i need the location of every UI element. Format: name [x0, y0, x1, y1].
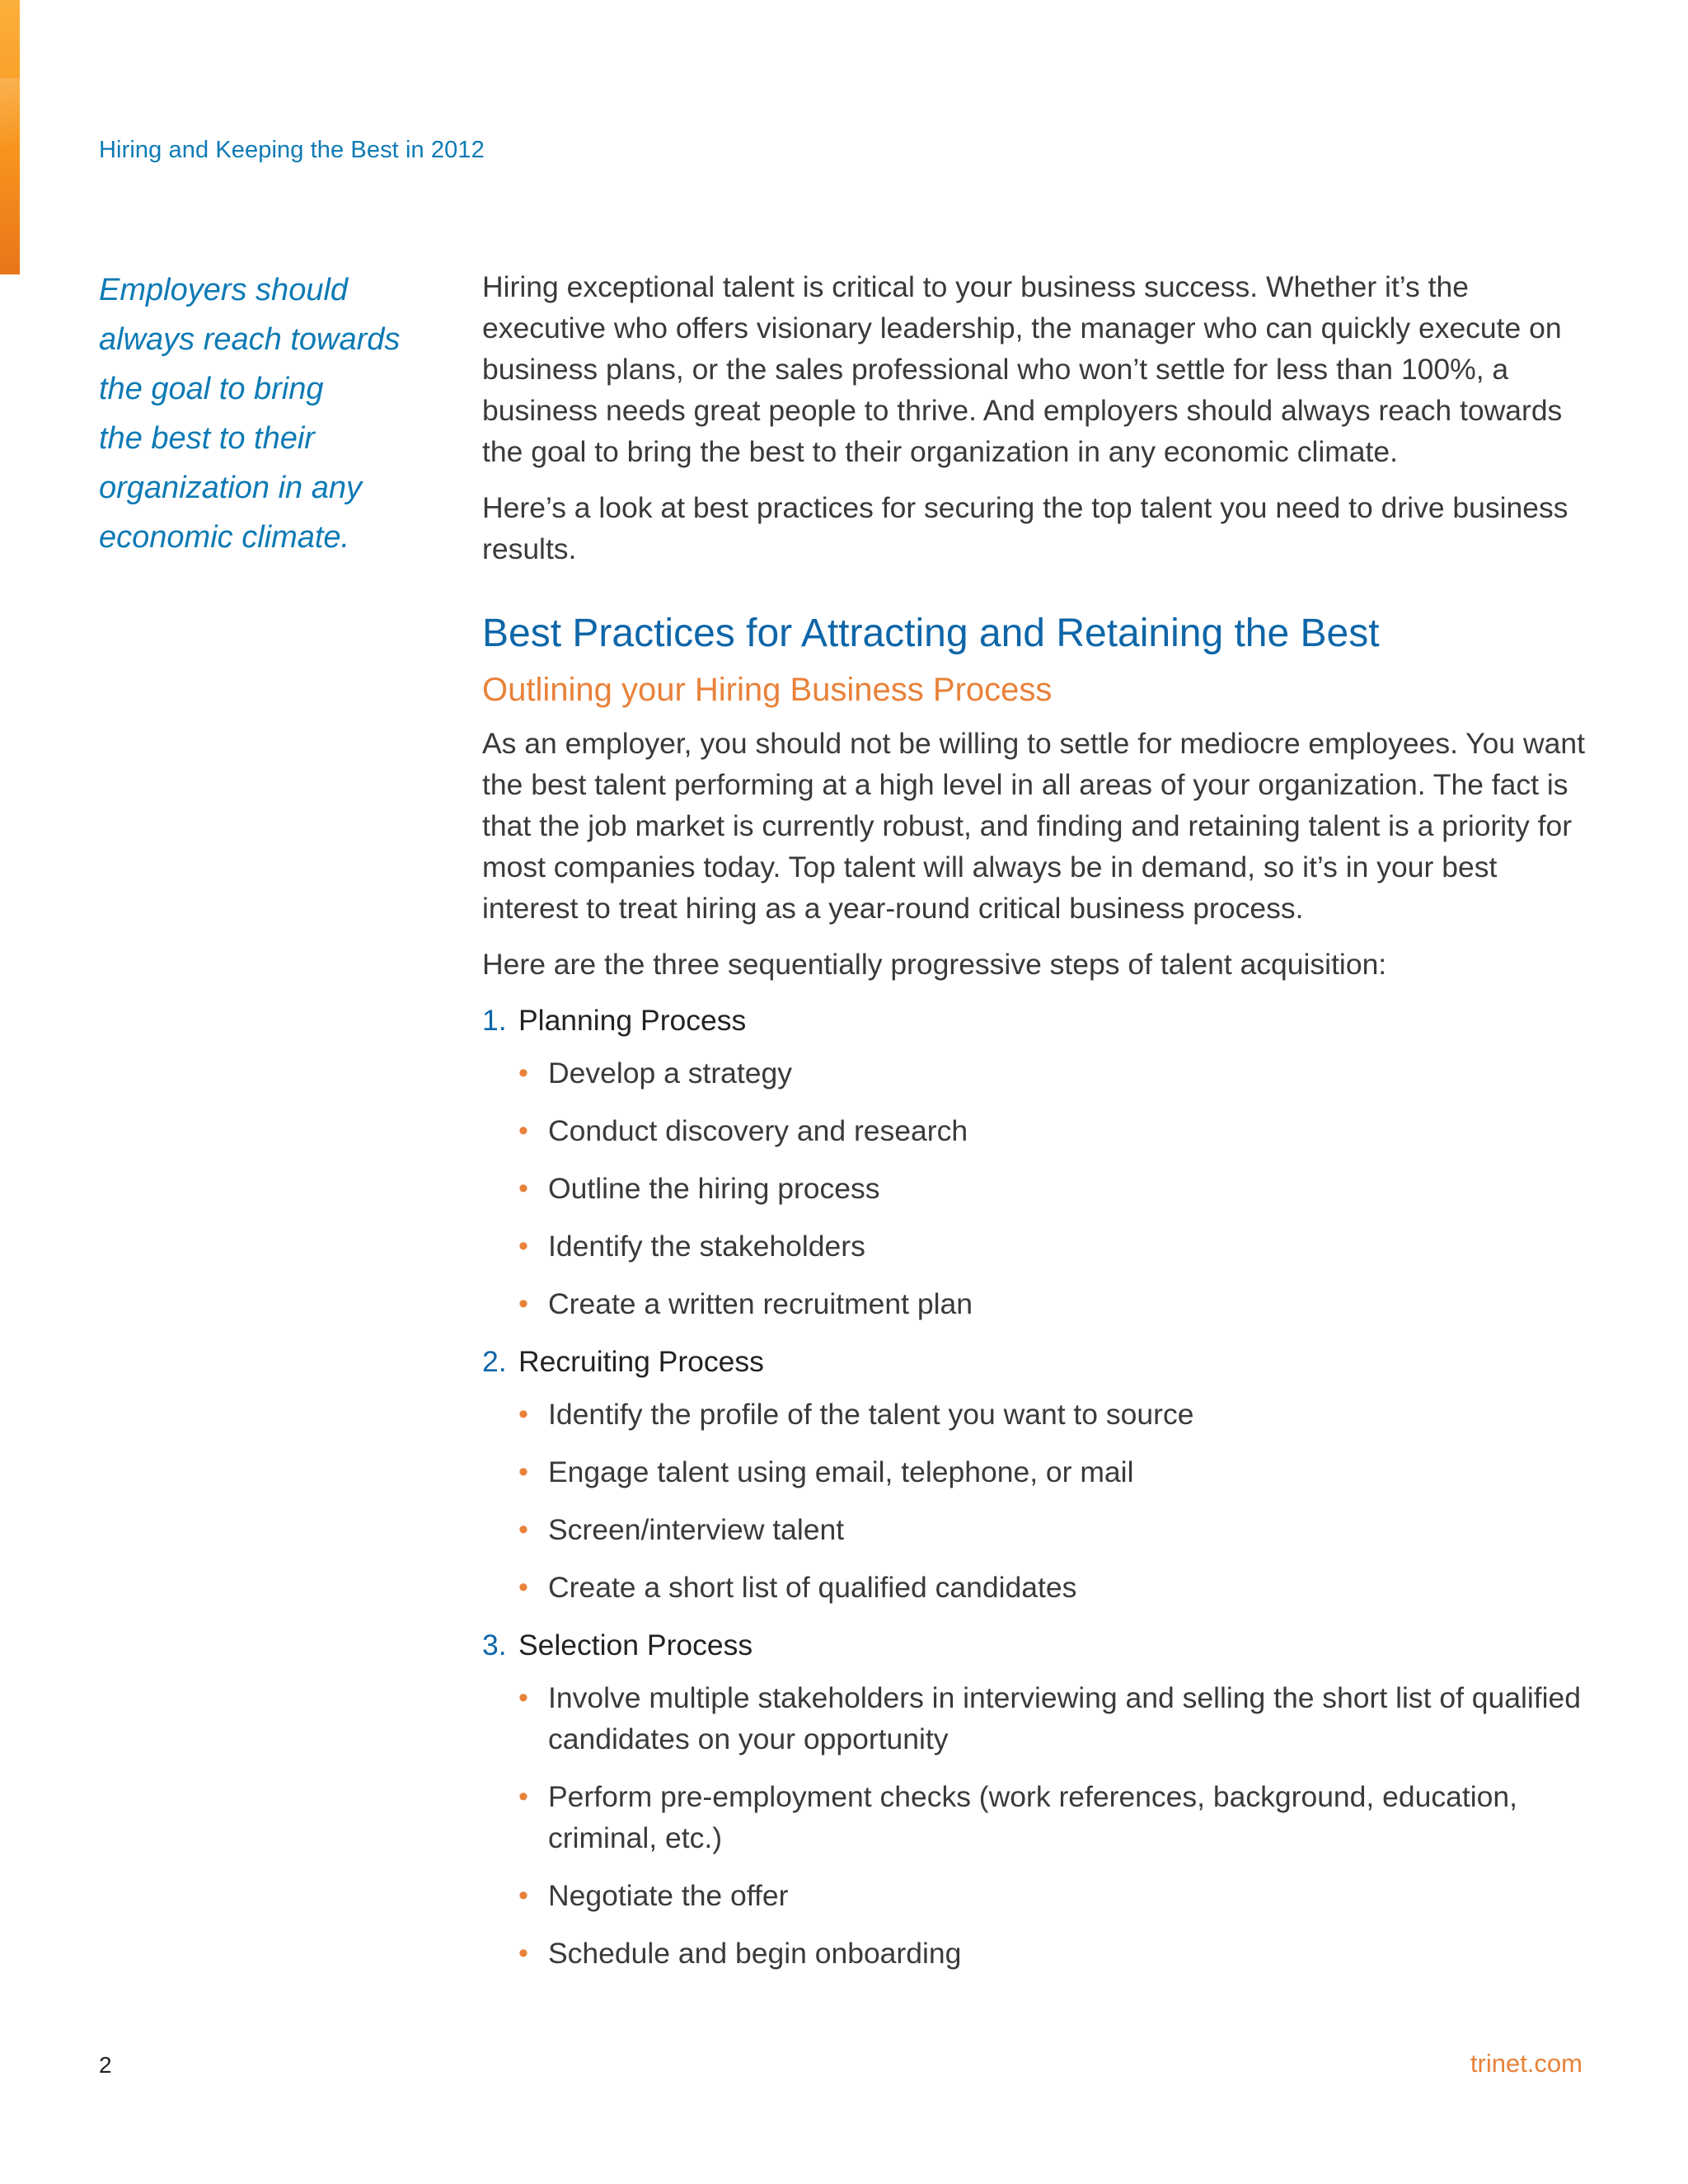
- bullet-text: Identify the stakeholders: [548, 1230, 865, 1263]
- step-title: Recruiting Process: [518, 1345, 764, 1378]
- bullet-item: [515, 1509, 1587, 1550]
- bullet-icon: •: [518, 1456, 528, 1488]
- bullet-icon: •: [518, 1399, 528, 1430]
- bullet-icon: •: [518, 1115, 528, 1146]
- step-number: 3.: [482, 1629, 507, 1661]
- bullet-text: Develop a strategy: [548, 1057, 792, 1090]
- bullet-item: [515, 1677, 1587, 1760]
- bullet-list: [482, 1677, 1587, 1974]
- bullet-text: Conduct discovery and research: [548, 1114, 968, 1147]
- intro-paragraph: Here’s a look at best practices for securing the top talent you need to drive business results.: [482, 491, 1568, 565]
- bullet-item: [515, 1567, 1587, 1608]
- pull-quote-line: economic climate.: [99, 520, 350, 555]
- bullet-item: [515, 1451, 1587, 1493]
- body-paragraph: Here are the three sequentially progressive steps of talent acquisition:: [482, 948, 1387, 981]
- bullet-text: Identify the profile of the talent you want to source: [548, 1398, 1194, 1431]
- bullet-text: Negotiate the offer: [548, 1879, 789, 1912]
- step-heading: [482, 1000, 1587, 1041]
- bullet-icon: •: [518, 1938, 528, 1969]
- bullet-icon: •: [518, 1682, 528, 1713]
- bullet-icon: •: [518, 1057, 528, 1089]
- bullet-icon: •: [518, 1514, 528, 1545]
- bullet-item: [515, 1052, 1587, 1094]
- step-title: Planning Process: [518, 1004, 747, 1037]
- bullet-text: Perform pre-employment checks (work references, background, education, criminal, etc.): [548, 1780, 1517, 1854]
- bullet-list: [482, 1394, 1587, 1608]
- bullet-text: Involve multiple stakeholders in interviewing and selling the short list of qualified candidates on your opportunity: [548, 1681, 1582, 1755]
- bullet-item: [515, 1110, 1587, 1151]
- section-heading: Best Practices for Attracting and Retaining the Best: [482, 612, 1380, 655]
- bullet-icon: •: [518, 1173, 528, 1204]
- bullet-text: Screen/interview talent: [548, 1513, 845, 1546]
- step-title: Selection Process: [518, 1629, 753, 1661]
- pull-quote-line: Employers should: [99, 273, 349, 307]
- pull-quote-line: the best to their: [99, 421, 315, 456]
- bullet-item: [515, 1168, 1587, 1209]
- running-header: Hiring and Keeping the Best in 2012: [99, 137, 485, 163]
- section-subheading: Outlining your Hiring Business Process: [482, 672, 1053, 708]
- page-number: 2: [99, 2052, 112, 2078]
- bullet-text: Create a written recruitment plan: [548, 1287, 973, 1320]
- step-number: 1.: [482, 1004, 507, 1037]
- pull-quote-line: organization in any: [99, 471, 362, 505]
- pull-quote-line: always reach towards: [99, 322, 401, 357]
- bullet-item: [515, 1933, 1587, 1974]
- bullet-icon: •: [518, 1781, 528, 1812]
- main-column: [482, 266, 1587, 1990]
- step-item: [482, 1000, 1587, 1324]
- steps-list: [482, 1000, 1587, 1974]
- bullet-item: [515, 1283, 1587, 1324]
- bullet-item: [515, 1394, 1587, 1435]
- bullet-icon: •: [518, 1880, 528, 1911]
- step-item: [482, 1624, 1587, 1974]
- body-paragraph: As an employer, you should not be willing to settle for mediocre employees. You want the best talent performing at a high level in all areas of your organization. The fact is that the job market is currently robust, and finding and retaining talent is a priority for most companies today. Top talent will always be in demand, so it’s in your best interest to treat hiring as a year-round critical business process.: [482, 727, 1585, 925]
- bullet-icon: •: [518, 1572, 528, 1603]
- bullet-text: Engage talent using email, telephone, or mail: [548, 1455, 1134, 1488]
- bullet-list: [482, 1052, 1587, 1324]
- bullet-icon: •: [518, 1288, 528, 1319]
- step-heading: [482, 1624, 1587, 1666]
- step-number: 2.: [482, 1345, 507, 1378]
- bullet-text: Schedule and begin onboarding: [548, 1937, 962, 1970]
- bullet-text: Outline the hiring process: [548, 1172, 880, 1205]
- step-item: [482, 1341, 1587, 1608]
- bullet-item: [515, 1875, 1587, 1916]
- bullet-text: Create a short list of qualified candidates: [548, 1571, 1077, 1604]
- intro-paragraph: Hiring exceptional talent is critical to your business success. Whether it’s the executive who offers visionary leadership, the manager who can quickly execute on business plans, or the sales professional who won’t settle for less than 100%, a business needs great people to thrive. And employers should always reach towards the goal to bring the best to their organization in any economic climate.: [482, 270, 1563, 468]
- bullet-item: [515, 1776, 1587, 1858]
- website-link[interactable]: trinet.com: [1470, 2049, 1582, 2078]
- step-heading: [482, 1341, 1587, 1382]
- bullet-icon: •: [518, 1230, 528, 1262]
- pull-quote-line: the goal to bring: [99, 372, 324, 406]
- bullet-item: [515, 1226, 1587, 1267]
- orange-accent-bar: [0, 0, 20, 274]
- pull-quote: [99, 265, 429, 562]
